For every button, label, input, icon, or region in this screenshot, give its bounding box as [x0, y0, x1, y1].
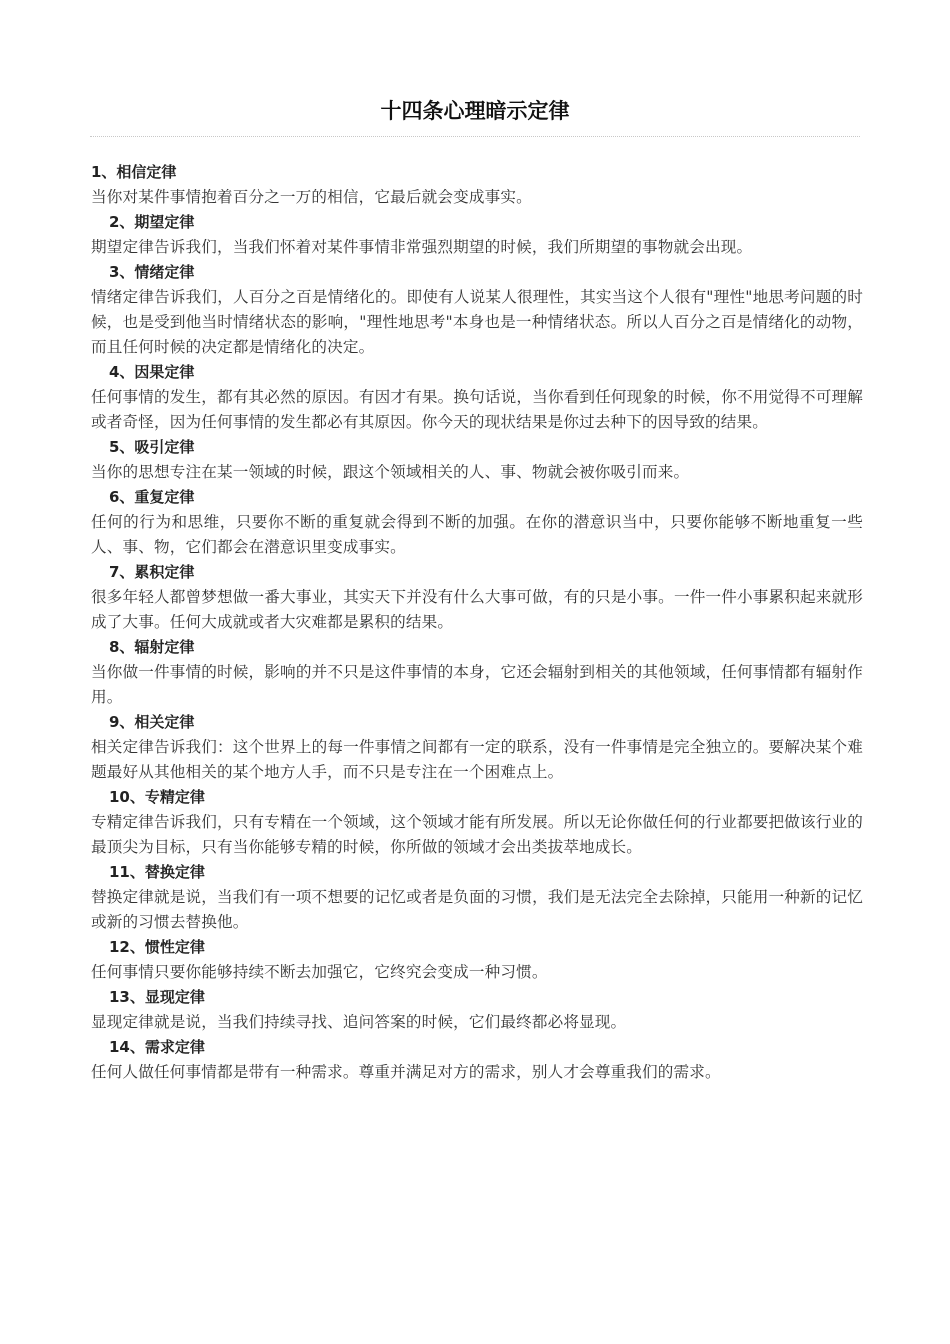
law-item-12	[91, 935, 863, 985]
law-body: 替换定律就是说，当我们有一项不想要的记忆或者是负面的习惯，我们是无法完全去除掉，只能用一种新的记忆或新的习惯去替换他。	[91, 888, 863, 931]
law-item-7	[91, 560, 863, 635]
law-heading: 6、重复定律	[109, 488, 195, 506]
law-heading: 9、相关定律	[109, 713, 195, 731]
title-divider	[90, 136, 860, 137]
law-item-2	[91, 210, 863, 260]
law-item-3	[91, 260, 863, 360]
law-item-1	[91, 160, 863, 210]
law-item-6	[91, 485, 863, 560]
law-heading: 7、累积定律	[109, 563, 195, 581]
law-item-13	[91, 985, 863, 1035]
law-body: 任何人做任何事情都是带有一种需求。尊重并满足对方的需求，别人才会尊重我们的需求。	[91, 1063, 721, 1081]
law-item-5	[91, 435, 863, 485]
law-heading: 12、惯性定律	[109, 938, 205, 956]
law-item-10	[91, 785, 863, 860]
law-heading: 3、情绪定律	[109, 263, 195, 281]
law-body: 当你做一件事情的时候，影响的并不只是这件事情的本身，它还会辐射到相关的其他领域，任何事情都有辐射作用。	[91, 663, 863, 706]
law-heading: 13、显现定律	[109, 988, 205, 1006]
law-item-4	[91, 360, 863, 435]
law-heading: 1、相信定律	[91, 163, 177, 181]
law-body: 当你对某件事情抱着百分之一万的相信，它最后就会变成事实。	[91, 188, 532, 206]
law-body: 任何事情只要你能够持续不断去加强它，它终究会变成一种习惯。	[91, 963, 548, 981]
law-body: 当你的思想专注在某一领域的时候，跟这个领域相关的人、事、物就会被你吸引而来。	[91, 463, 690, 481]
law-heading: 14、需求定律	[109, 1038, 205, 1056]
law-body: 很多年轻人都曾梦想做一番大事业，其实天下并没有什么大事可做，有的只是小事。一件一件小事累积起来就形成了大事。任何大成就或者大灾难都是累积的结果。	[91, 588, 863, 631]
law-item-14	[91, 1035, 863, 1085]
law-heading: 5、吸引定律	[109, 438, 195, 456]
law-body: 情绪定律告诉我们，人百分之百是情绪化的。即使有人说某人很理性，其实当这个人很有"理性"地思考问题的时候，也是受到他当时情绪状态的影响，"理性地思考"本身也是一种情绪状态。所以人百分之百是情绪化的动物，而且任何时候的决定都是情绪化的决定。	[91, 288, 863, 356]
document-title: 十四条心理暗示定律	[380, 99, 570, 123]
law-item-11	[91, 860, 863, 935]
law-heading: 10、专精定律	[109, 788, 205, 806]
law-item-8	[91, 635, 863, 710]
law-heading: 2、期望定律	[109, 213, 195, 231]
law-body: 任何事情的发生，都有其必然的原因。有因才有果。换句话说，当你看到任何现象的时候，你不用觉得不可理解或者奇怪，因为任何事情的发生都必有其原因。你今天的现状结果是你过去种下的因导致的结果。	[91, 388, 863, 431]
law-body: 任何的行为和思维，只要你不断的重复就会得到不断的加强。在你的潜意识当中，只要你能够不断地重复一些人、事、物，它们都会在潜意识里变成事实。	[91, 513, 863, 556]
law-body: 显现定律就是说，当我们持续寻找、追问答案的时候，它们最终都必将显现。	[91, 1013, 627, 1031]
law-body: 期望定律告诉我们，当我们怀着对某件事情非常强烈期望的时候，我们所期望的事物就会出现。	[91, 238, 753, 256]
law-body: 相关定律告诉我们：这个世界上的每一件事情之间都有一定的联系，没有一件事情是完全独立的。要解决某个难题最好从其他相关的某个地方人手，而不只是专注在一个困难点上。	[91, 738, 863, 781]
law-list	[91, 160, 863, 1085]
law-item-9	[91, 710, 863, 785]
law-heading: 8、辐射定律	[109, 638, 195, 656]
law-heading: 4、因果定律	[109, 363, 195, 381]
law-body: 专精定律告诉我们，只有专精在一个领域，这个领域才能有所发展。所以无论你做任何的行业都要把做该行业的最顶尖为目标，只有当你能够专精的时候，你所做的领域才会出类拔萃地成长。	[91, 813, 863, 856]
law-heading: 11、替换定律	[109, 863, 205, 881]
